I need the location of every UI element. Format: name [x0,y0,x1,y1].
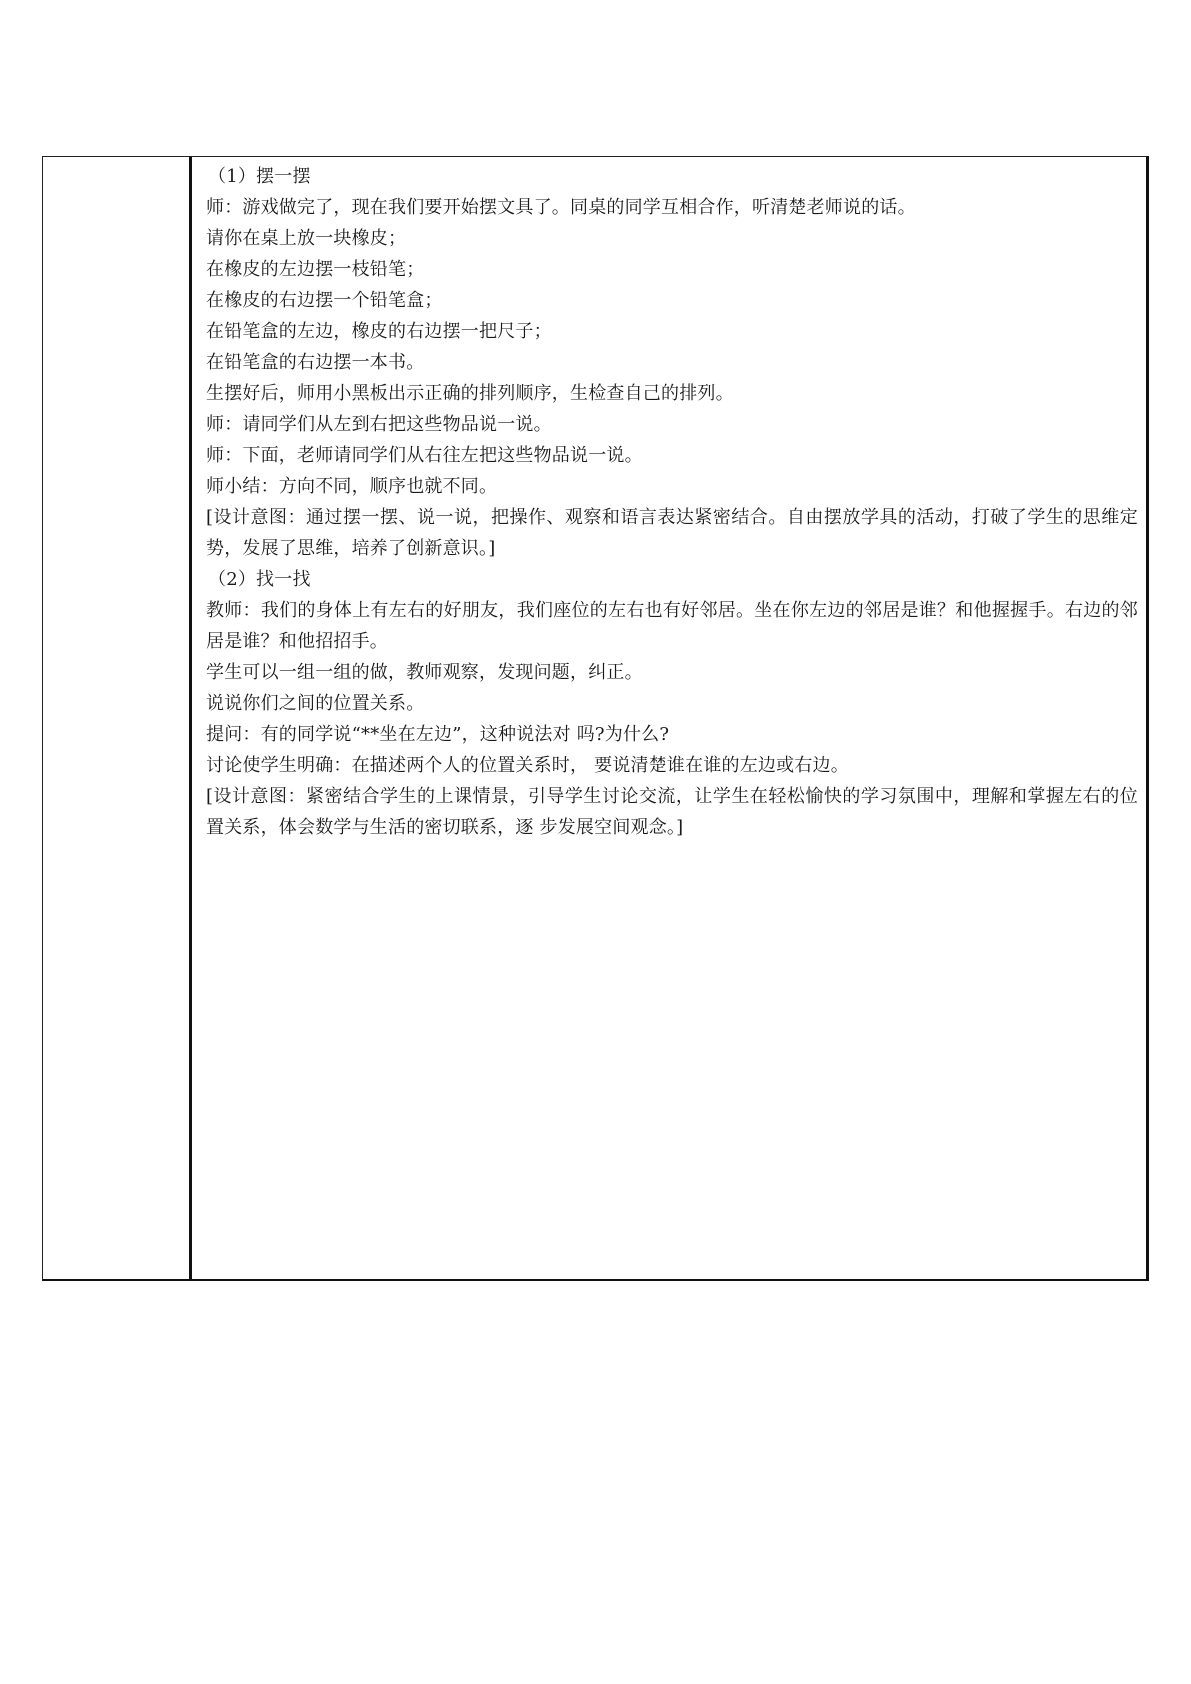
text-line: 讨论使学生明确：在描述两个人的位置关系时， 要说清楚谁在谁的左边或右边。 [206,755,849,776]
text-line: 在橡皮的右边摆一个铅笔盒； [206,290,443,311]
text-line: 提问：有的同学说“**坐在左边”，这种说法对 吗?为什么? [206,724,670,745]
text-line: 师：游戏做完了，现在我们要开始摆文具了。同桌的同学互相合作，听清楚老师说的话。 [206,197,916,218]
text-line: 师：请同学们从左到右把这些物品说一说。 [206,414,552,435]
text-line: 在铅笔盒的左边，橡皮的右边摆一把尺子； [206,321,552,342]
text-paragraph: 教师：我们的身体上有左右的好朋友，我们座位的左右也有好邻居。坐在你左边的邻居是谁？和他握握手。右边的邻居是谁？和他招招手。 [206,600,1138,652]
section-heading-arrange: （1）摆一摆 [208,166,311,187]
text-line: 说说你们之间的位置关系。 [206,693,425,714]
text-line: 在铅笔盒的右边摆一本书。 [206,352,425,373]
text-line: 学生可以一组一组的做，教师观察，发现问题，纠正。 [206,662,643,683]
text-line: 生摆好后，师用小黑板出示正确的排列顺序，生检查自己的排列。 [206,383,734,404]
text-line: 在橡皮的左边摆一枝铅笔； [206,259,425,280]
section-heading-find: （2）找一找 [208,569,311,590]
lesson-table [42,156,1149,1281]
content-cell [195,157,1146,1279]
text-line: 师：下面，老师请同学们从右往左把这些物品说一说。 [206,445,643,466]
left-column-cell [43,157,192,1279]
design-intent-note: [设计意图：紧密结合学生的上课情景，引导学生讨论交流，让学生在轻松愉快的学习氛围中，理解和掌握左右的位置关系，体会数学与生活的密切联系，逐 步发展空间观念。] [206,786,1138,838]
text-line: 师小结：方向不同，顺序也就不同。 [206,476,498,497]
text-line: 请你在桌上放一块橡皮； [206,228,407,249]
design-intent-note: [设计意图：通过摆一摆、说一说，把操作、观察和语言表达紧密结合。自由摆放学具的活动，打破了学生的思维定势，发展了思维，培养了创新意识。] [206,507,1138,559]
